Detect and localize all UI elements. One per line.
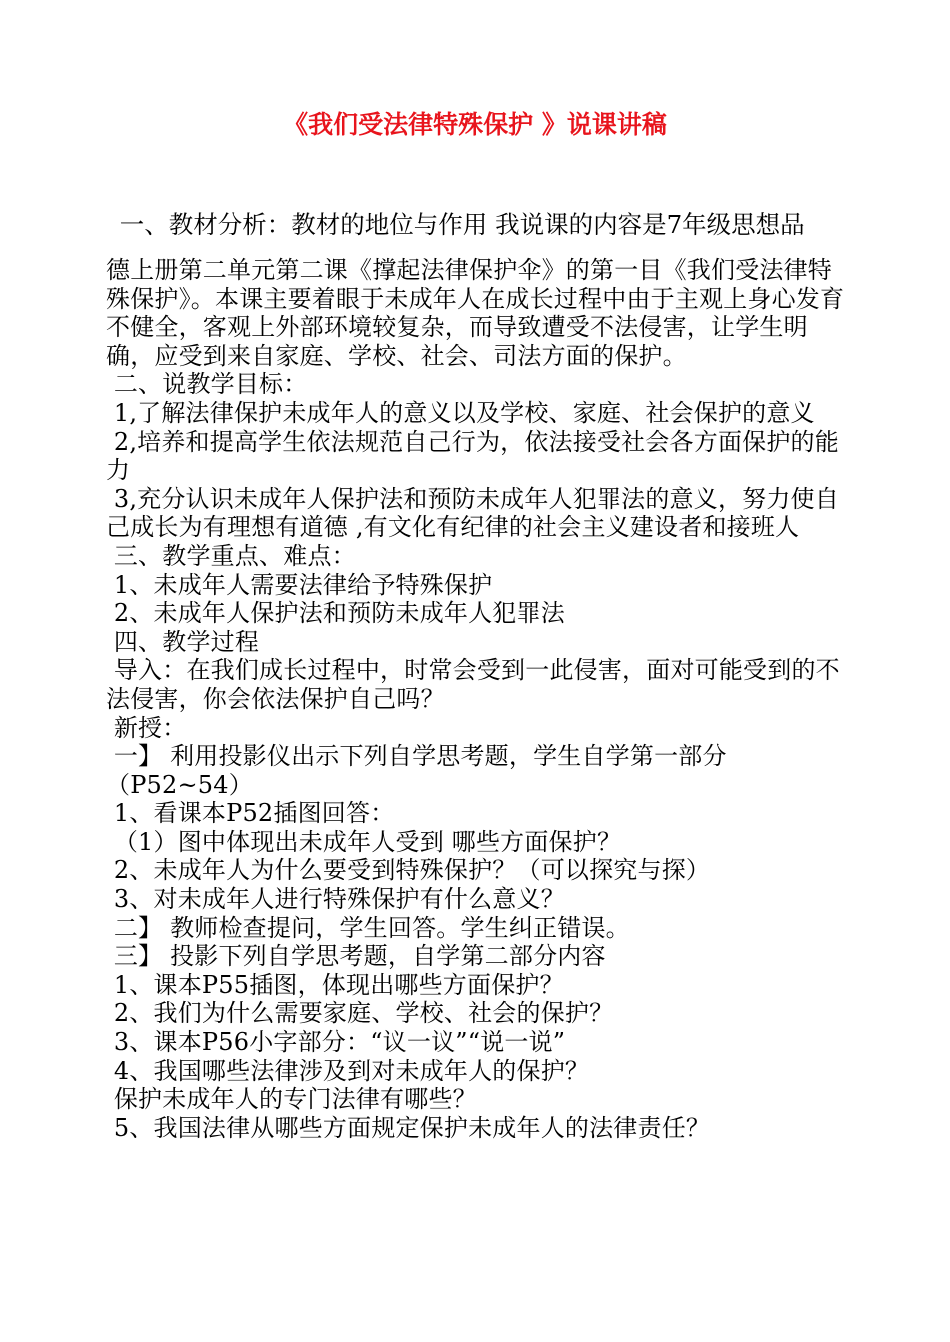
paragraph: （P52~54）	[106, 770, 253, 799]
section-heading: 二、说教学目标：	[106, 370, 308, 399]
paragraph: 3,充分认识未成年人保护法和预防未成年人犯罪法的意义，努力使自己成长为有理想有道德 ,有文化有纪律的社会主义建设者和接班人	[106, 484, 839, 542]
section-heading: 三、教学重点、难点：	[106, 541, 356, 570]
paragraph: （1）图中体现出未成年人受到 哪些方面保护？	[106, 827, 622, 856]
paragraph: 5、我国法律从哪些方面规定保护未成年人的法律责任？	[106, 1113, 711, 1142]
paragraph: 德上册第二单元第二课《撑起法律保护伞》的第一目《我们受法律特殊保护》。本课主要着眼于未成年人在成长过程中由于主观上身心发育不健全，客观上外部环境较复杂，而导致遭受不法侵害，让学生明确，应受到来自家庭、学校、社会、司法方面的保护。	[106, 256, 845, 370]
paragraph: 2、未成年人保护法和预防未成年人犯罪法	[106, 599, 565, 628]
paragraph: 新授：	[106, 713, 187, 742]
paragraph: 2,培养和提高学生依法规范自己行为，依法接受社会各方面保护的能力	[106, 427, 839, 485]
paragraph: 保护未成年人的专门法律有哪些？	[106, 1085, 477, 1114]
paragraph: 1、看课本P52插图回答：	[106, 799, 395, 828]
paragraph: 1,了解法律保护未成年人的意义以及学校、家庭、社会保护的意义	[106, 398, 815, 427]
paragraph: 2、我们为什么需要家庭、学校、社会的保护？	[106, 999, 614, 1028]
paragraph: 导入：在我们成长过程中，时常会受到一此侵害，面对可能受到的不法侵害，你会依法保护自己吗？	[106, 656, 840, 713]
paragraph: 三】 投影下列自学思考题，自学第二部分内容	[106, 942, 606, 971]
paragraph: 一】 利用投影仪出示下列自学思考题，学生自学第一部分	[106, 742, 727, 771]
paragraph: 3、课本P56小字部分：“议一议”“说一说”	[106, 1028, 566, 1057]
paragraph: 3、对未成年人进行特殊保护有什么意义？	[106, 885, 565, 914]
paragraph: 二】 教师检查提问，学生回答。学生纠正错误。	[106, 913, 630, 942]
paragraph: 4、我国哪些法律涉及到对未成年人的保护？	[106, 1056, 590, 1085]
document-body	[106, 256, 856, 1142]
paragraph: 1、课本P55插图，体现出哪些方面保护？	[106, 970, 564, 999]
paragraph-first-line: 一、教材分析：教材的地位与作用 我说课的内容是7年级思想品	[112, 210, 805, 239]
document-title: 《我们受法律特殊保护 》说课讲稿	[283, 110, 667, 139]
section-heading: 四、教学过程	[106, 627, 260, 656]
paragraph: 2、未成年人为什么要受到特殊保护？（可以探究与探）	[106, 856, 711, 885]
paragraph: 1、未成年人需要法律给予特殊保护	[106, 570, 493, 599]
